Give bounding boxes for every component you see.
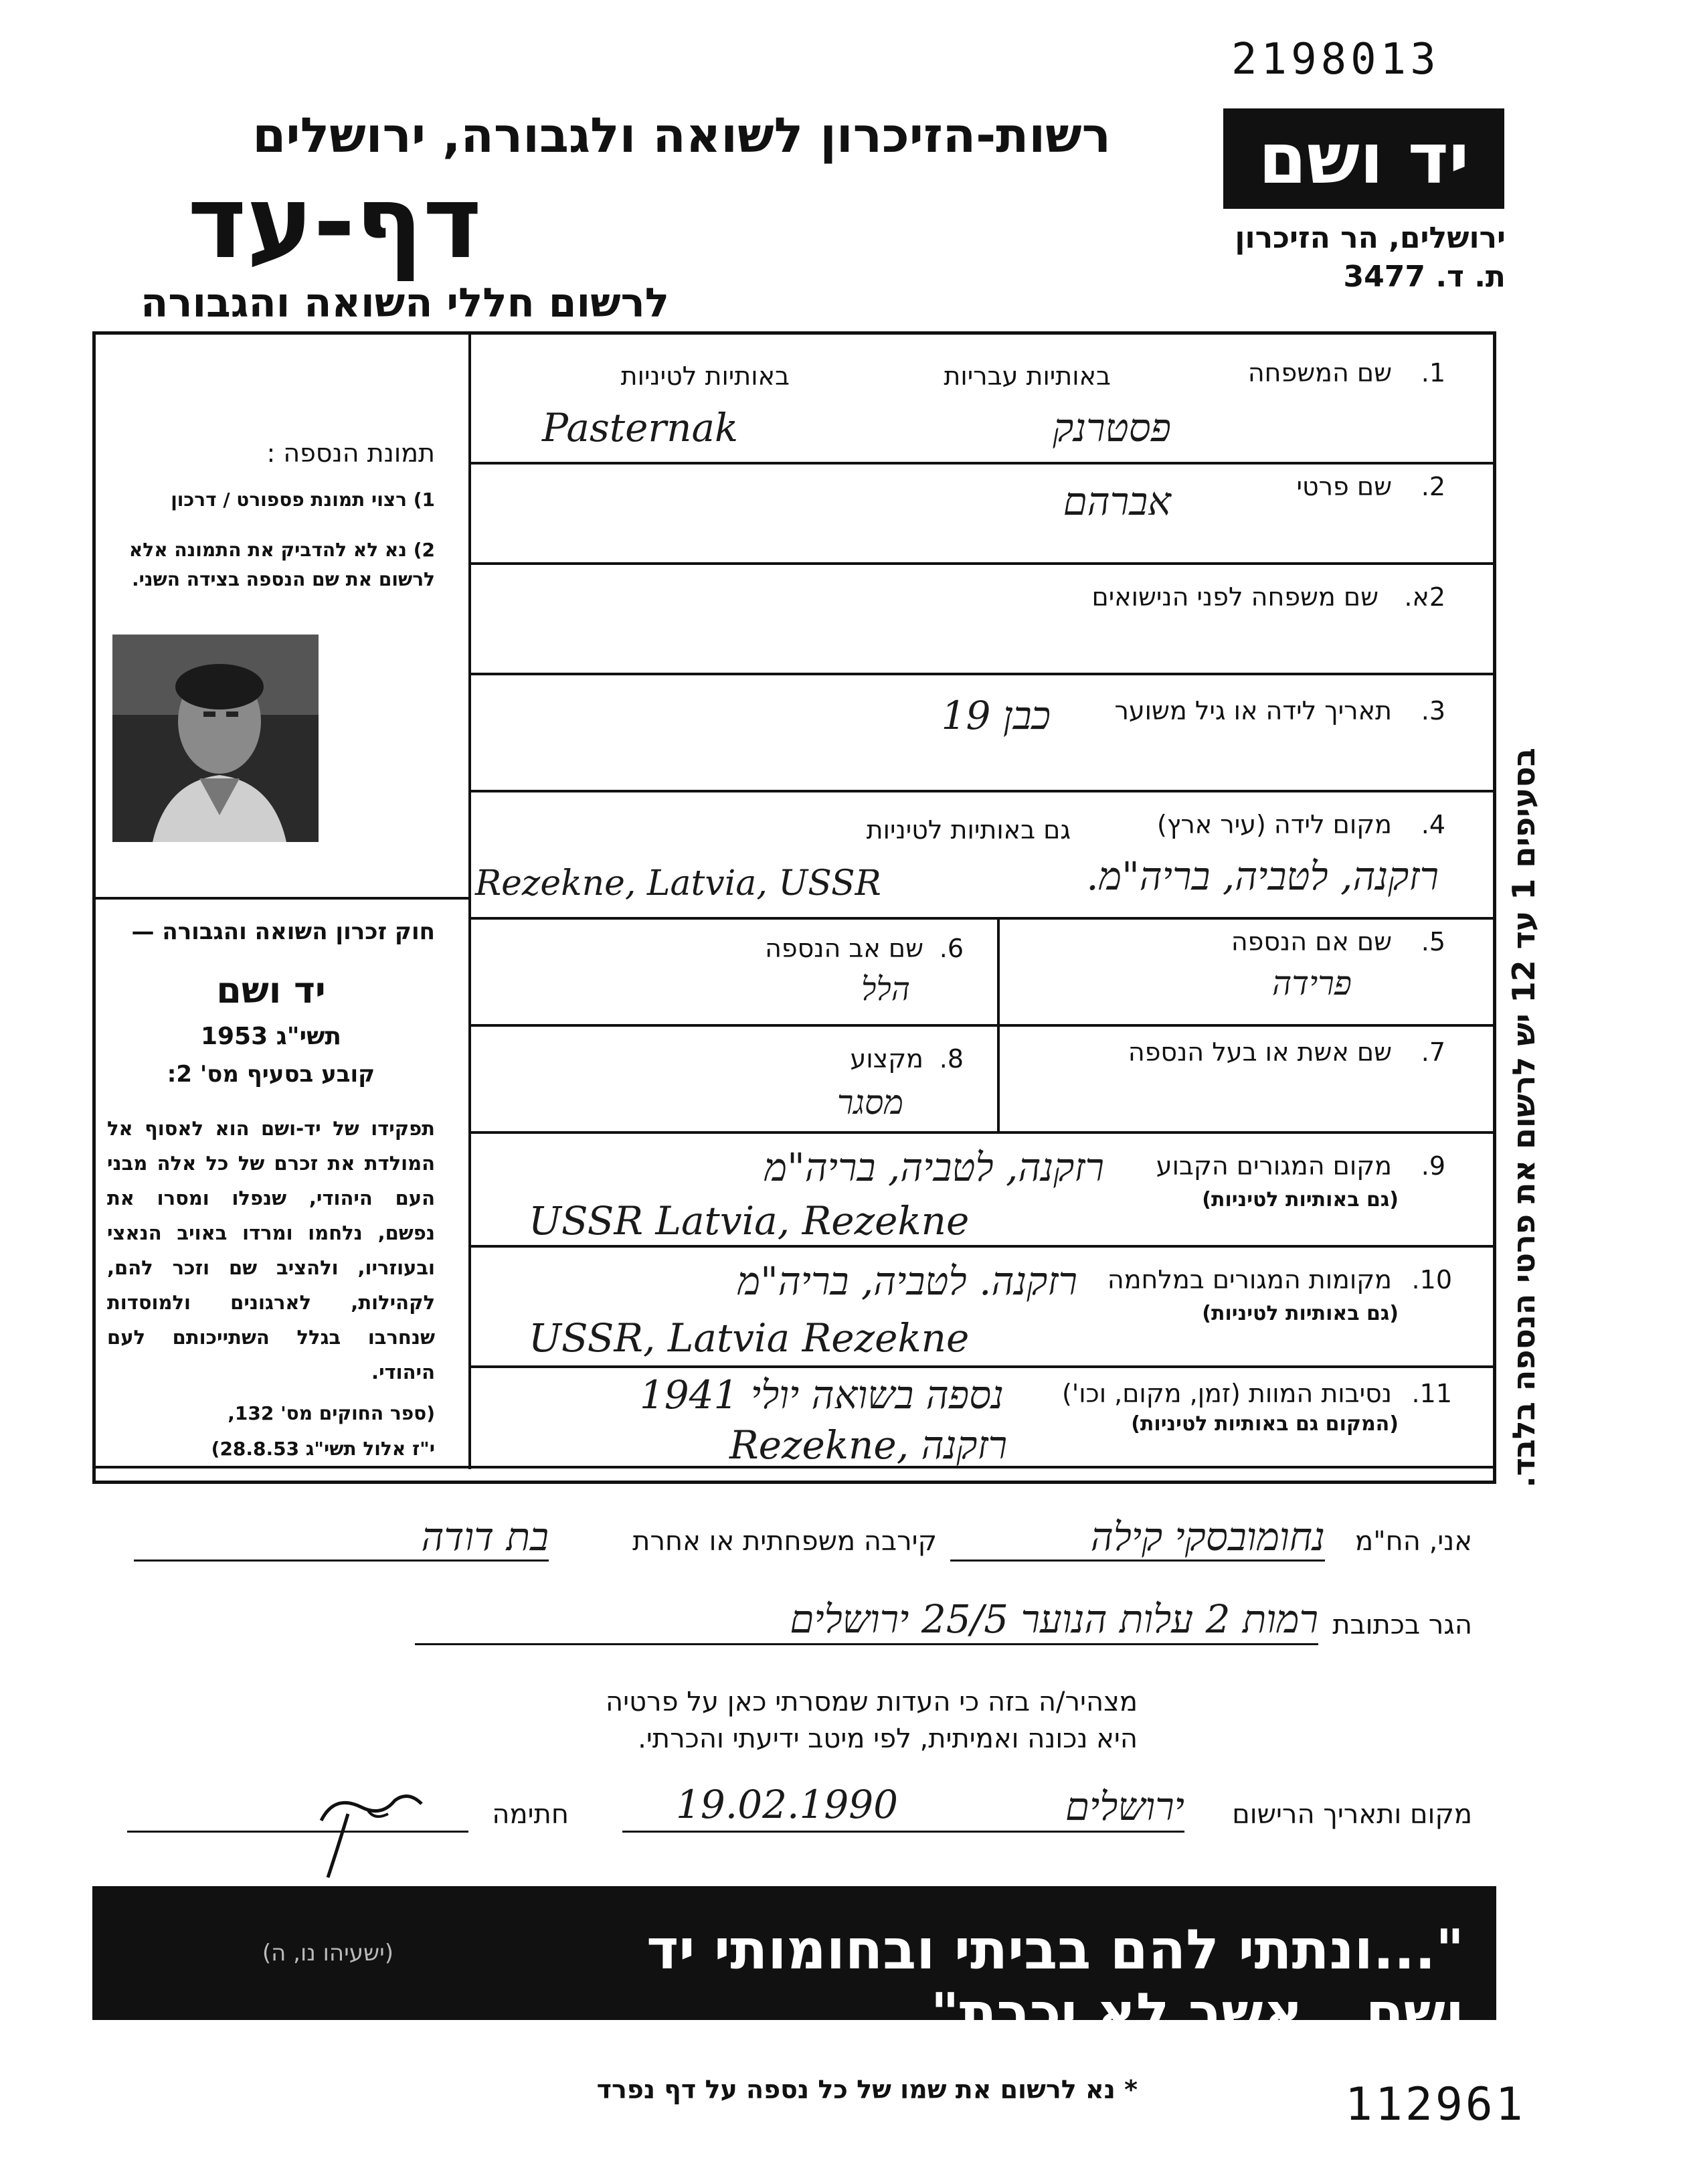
registration-date[interactable]: 19.02.1990 — [676, 1782, 899, 1827]
field-6-value[interactable]: הלל — [861, 971, 910, 1008]
victim-photo — [112, 635, 319, 842]
field-4-label: מקום לידה (עיר ארץ) — [1157, 810, 1392, 839]
field-11-hebrew-value[interactable]: נספה בשואה יולי 1941 — [639, 1372, 1004, 1418]
footnote: * נא לרשום את שמו של כל נספה על דף נפרד — [596, 2075, 1138, 2104]
logo-address: ירושלים, הר הזיכרון — [1235, 221, 1506, 255]
logo-pobox: ת. ד. 3477 — [1343, 260, 1506, 294]
field-5-value[interactable]: פרידה — [1272, 964, 1352, 1003]
field-7-number: 7. — [1421, 1037, 1445, 1067]
left-column-divider — [92, 897, 471, 900]
field-8-label: מקצוע — [850, 1044, 923, 1074]
address-label: הגר בכתובת — [1332, 1610, 1472, 1641]
field-6-number: 6. — [939, 934, 964, 963]
page-subtitle: לרשום חללי השואה והגבורה — [141, 280, 669, 327]
authority-name: רשות-הזיכרון לשואה ולגבורה, ירושלים — [252, 107, 1111, 163]
field-11-latin-note: (המקום גם באותיות לטיניות) — [1131, 1412, 1399, 1436]
declarant-label: אני, הח"מ — [1355, 1526, 1472, 1557]
law-title: יד ושם — [216, 969, 326, 1011]
field-1-hebrew-column: באותיות עבריות — [944, 361, 1111, 391]
field-4-hebrew-value[interactable]: רזקנה, לטביה, בריה"מ. — [1086, 853, 1439, 899]
field-1-number: 1. — [1421, 358, 1445, 388]
field-2a-number: 2א. — [1404, 582, 1445, 612]
law-year: תשי"ג 1953 — [200, 1023, 342, 1050]
field-10-number: 10. — [1411, 1265, 1452, 1294]
field-4-number: 4. — [1421, 810, 1445, 839]
field-2a-value[interactable] — [488, 609, 1358, 663]
statement-line-1: מצהיר/ה בזה כי העדות שמסרתי כאן על פרטיה — [606, 1687, 1138, 1717]
column-divider — [468, 331, 471, 1469]
page-title: דף-עד — [187, 165, 482, 281]
field-1-latin-column: באותיות לטיניות — [620, 361, 790, 391]
signature[interactable] — [308, 1780, 455, 1881]
photo-instructions-title: תמונת הנספה : — [266, 438, 435, 468]
photo-instruction-1: 1) רצוי תמונת פספורט / דרכון — [171, 489, 435, 511]
field-5-number: 5. — [1421, 927, 1445, 956]
side-note: בסעיפים 1 עד 12 יש לרשום את פרטי הנספה בלבד. — [1506, 748, 1542, 1488]
place-date-label: מקום ותאריך הרישום — [1232, 1799, 1472, 1830]
field-8-number: 8. — [939, 1044, 964, 1074]
relation-value[interactable]: בת דודה — [421, 1514, 549, 1560]
field-1-hebrew-value[interactable]: פסטרנק — [1053, 405, 1171, 450]
field-10-latin-note: (גם באותיות לטיניות) — [1202, 1302, 1399, 1325]
yad-vashem-logo: יד ושם — [1223, 108, 1504, 209]
statement-line-2: היא נכונה ואמיתית, לפי מיטב ידיעתי והכרתי. — [638, 1724, 1138, 1754]
field-2a-label: שם משפחה לפני הנישואים — [1091, 582, 1379, 612]
field-2-label: שם פרטי — [1296, 472, 1392, 501]
address-value[interactable]: רמות 2 עלות הנוער 25/5 ירושלים — [790, 1596, 1318, 1642]
field-11-number: 11. — [1411, 1379, 1452, 1408]
field-9-label: מקום המגורים הקבוע — [1156, 1151, 1392, 1181]
field-9-hebrew-value[interactable]: רזקנה, לטביה, בריה"מ — [764, 1145, 1104, 1190]
banner-source: (ישעיהו נו, ה) — [262, 1940, 393, 1966]
signature-label: חתימה — [492, 1799, 569, 1830]
field-7-value[interactable] — [1010, 1078, 1465, 1124]
law-text: תפקידו של יד-ושם הוא לאסוף אל המולדת את זכרם של כל אלה מבני העם היהודי, שנפלו ומסרו את נפשם, נלחמו ומרדו באויב הנאצי ובעוזריו, ולהציב שם וזכר להם, לקהילות, לארגונים ולמוסדות שנחרבו בגלל השתייכותם לעם היהודי. — [107, 1117, 435, 1383]
field-7-label: שם אשת או בעל הנספה — [1128, 1037, 1392, 1067]
law-clause: קובע בסעיף מס' 2: — [167, 1061, 375, 1088]
field-3-number: 3. — [1421, 696, 1445, 726]
field-4-latin-note: גם באותיות לטיניות — [866, 815, 1071, 845]
field-8-value[interactable]: מסגר — [836, 1083, 903, 1122]
banner-quote: "...ונתתי להם בביתי ובחומותי יד ושם...אשר לא יכרת" — [646, 1918, 1464, 2045]
field-1-latin-value[interactable]: Pasternak — [542, 405, 739, 450]
field-9-latin-note: (גם באותיות לטיניות) — [1202, 1188, 1399, 1211]
law-source: (ספר החוקים מס' 132, — [228, 1402, 435, 1424]
field-2-value[interactable]: אברהם — [1063, 479, 1171, 524]
field-1-label: שם המשפחה — [1247, 358, 1392, 388]
declarant-name[interactable]: נחומובסקי קילה — [1090, 1514, 1325, 1560]
relation-label: קירבה משפחתית או אחרת — [632, 1526, 937, 1557]
photo-instruction-2: 2) נא לא להדביק את התמונה אלא לרשום את שם הנספה בצידה השני. — [128, 539, 435, 590]
field-9-number: 9. — [1421, 1151, 1445, 1181]
field-11-latin-value[interactable]: Rezekne, רזקנה — [729, 1422, 1008, 1468]
field-2-number: 2. — [1421, 472, 1445, 501]
field-6-label: שם אב הנספה — [765, 934, 923, 963]
archive-number: 112961 — [1345, 2078, 1526, 2131]
field-10-hebrew-value[interactable]: רזקנה. לטביה, בריה"מ — [737, 1258, 1077, 1304]
field-5-label: שם אם הנספה — [1231, 927, 1392, 956]
registration-place[interactable]: ירושלים — [1065, 1784, 1184, 1829]
field-11-label: נסיבות המוות (זמן, מקום, וכו') — [1061, 1379, 1392, 1408]
field-10-latin-value[interactable]: USSR, Latvia Rezekne — [529, 1315, 970, 1361]
law-heading: חוק זכרון השואה והגבורה — — [131, 918, 435, 945]
field-3-value[interactable]: כבן 19 — [941, 693, 1051, 738]
field-3-label: תאריך לידה או גיל משוער — [1114, 696, 1392, 726]
field-9-latin-value[interactable]: USSR Latvia, Rezekne — [529, 1198, 970, 1244]
law-date: י"ז אלול תשי"ג 28.8.53) — [211, 1438, 435, 1460]
field-10-label: מקומות המגורים במלחמה — [1107, 1265, 1392, 1294]
quote-banner — [92, 1886, 1496, 2045]
field-4-latin-value[interactable]: Rezekne, Latvia, USSR — [475, 863, 881, 904]
document-number: 2198013 — [1231, 35, 1440, 84]
